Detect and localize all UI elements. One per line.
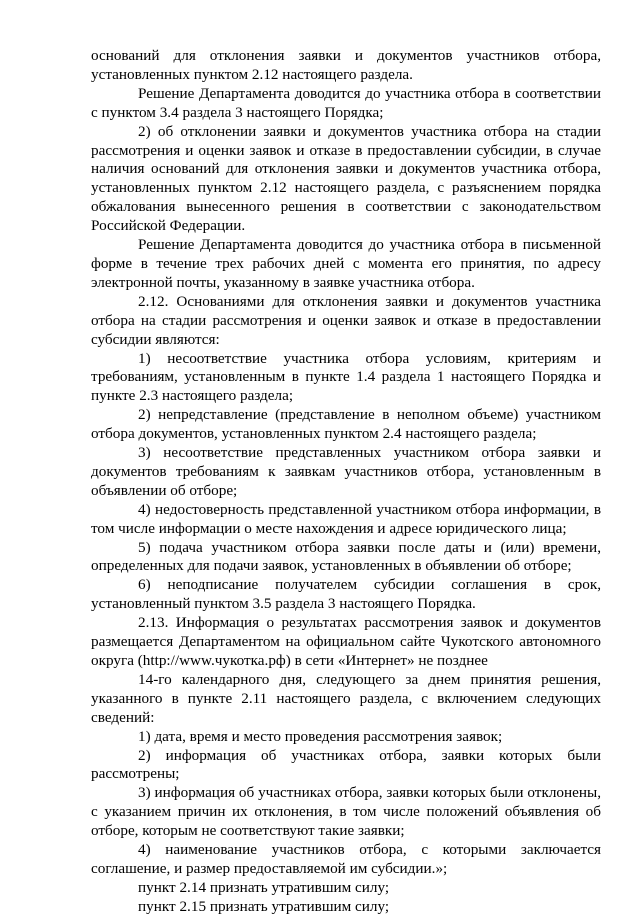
paragraph: Решение Департамента доводится до участника отбора в письменной форме в течение трех рабочих дней с момента его принятия, по адресу электронной почты, указанному в заявке участника отбора.	[91, 236, 601, 291]
paragraph: пункт 2.15 признать утратившим силу;	[138, 897, 390, 915]
paragraph: 2.12. Основаниями для отклонения заявки и документов участника отбора на стадии рассмотрения и оценки заявок и отказе в предоставлении субсидии являются:	[91, 292, 601, 348]
paragraph: 6) неподписание получателем субсидии соглашения в срок, установленный пунктом 3.5 раздела 3 настоящего Порядка.	[91, 576, 601, 613]
paragraph: 3) несоответствие представленных участником отбора заявки и документов требованиям к заявкам участников отбора, установленным в объявлении об отборе;	[91, 444, 601, 499]
paragraph: оснований для отклонения заявки и документов участников отбора, установленных пунктом 2.12 настоящего раздела.	[91, 47, 601, 83]
paragraph: 2) об отклонении заявки и документов участника отбора на стадии рассмотрения и оценки заявок и отказе в предоставлении субсидии, в случае наличия оснований для отклонения заявки и документов участника отбора, установленных пунктом 2.12 настоящего раздела, с разъяснением порядка обжалования вынесенного решения в соответствии с законодательством Российской Федерации.	[91, 122, 601, 235]
paragraph: 4) недостоверность представленной участником отбора информации, в том числе информации о месте нахождения и адресе юридического лица;	[91, 500, 601, 537]
paragraph: 1) дата, время и место проведения рассмотрения заявок;	[138, 727, 503, 745]
document-page	[91, 47, 601, 917]
paragraph: Решение Департамента доводится до участника отбора в соответствии с пунктом 3.4 раздела 3 настоящего Порядка;	[91, 84, 601, 121]
paragraph: 1) несоответствие участника отбора условиям, критериям и требованиям, установленным в пункте 1.4 раздела 1 настоящего Порядка и пункте 2.3 настоящего раздела;	[91, 349, 601, 405]
paragraph: 3) информация об участниках отбора, заявки которых были отклонены, с указанием причин их отклонения, в том числе положений объявления об отборе, которым не соответствуют такие заявки;	[91, 784, 601, 840]
paragraph: 4) наименование участников отбора, с которыми заключается соглашение, и размер предоставляемой им субсидии.»;	[91, 841, 601, 877]
paragraph: 14-го календарного дня, следующего за днем принятия решения, указанного в пункте 2.11 настоящего раздела, с включением следующих сведений:	[91, 670, 601, 726]
paragraph: 2.13. Информация о результатах рассмотрения заявок и документов размещается Департаментом на официальном сайте Чукотского автономного округа (http://www.чукотка.рф) в сети «Интернет» не позднее	[91, 614, 601, 669]
paragraph: 2) информация об участниках отбора, заявки которых были рассмотрены;	[91, 746, 601, 783]
paragraph: 2) непредставление (представление в неполном объеме) участником отбора документов, установленных пунктом 2.4 настоящего раздела;	[91, 406, 601, 443]
paragraph: 5) подача участником отбора заявки после даты и (или) времени, определенных для подачи заявок, установленных в объявлении об отборе;	[91, 538, 601, 575]
paragraph: пункт 2.14 признать утратившим силу;	[138, 878, 390, 896]
